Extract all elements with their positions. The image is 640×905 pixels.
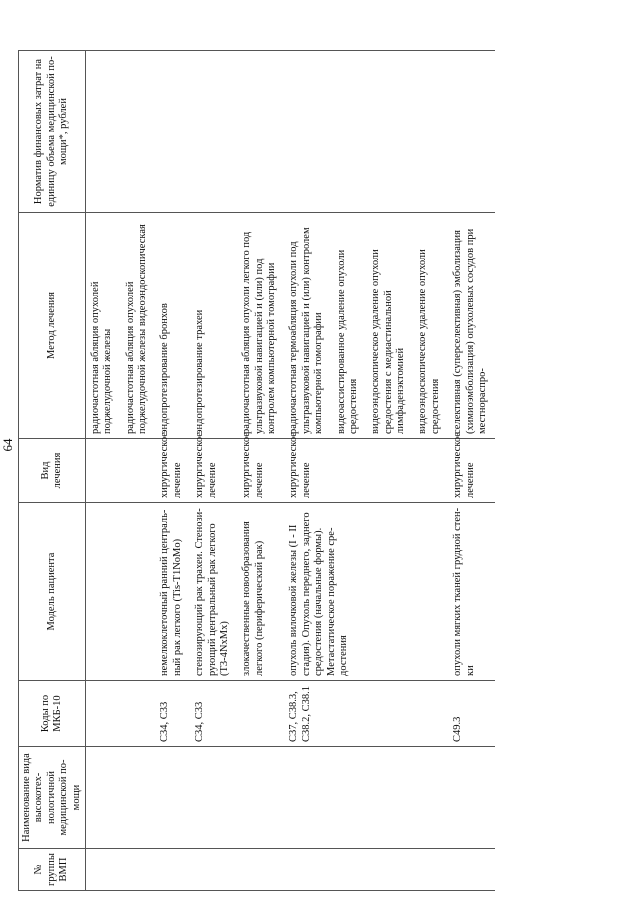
page-number: 64 (0, 438, 15, 452)
cell-norm (190, 51, 237, 213)
method-item: эндопротезирование бронхов (159, 303, 171, 434)
cell-type: хирургическое лечение (284, 439, 448, 503)
cell-codes (85, 681, 155, 747)
table-row (237, 51, 284, 891)
cell-model: немелкоклеточный ранний центральный рак легкого (Tis-T1NoMo) (155, 503, 190, 681)
cell-codes: C37, C38.3, C38.2, C38.1 (284, 681, 448, 747)
cell-model: опухоль вилочковой железы (I - II стадия). Опухоль переднего, заднего средостения (начальные формы). Метастатическое поражение средостения (284, 503, 448, 681)
cell-type: хирургическое лечение (448, 439, 495, 503)
header-codes: Коды по МКБ-10 (19, 681, 86, 747)
cell-model: стенозирующий рак трахеи. Стенозирующий центральный рак легкого (T3-4NxMx) (190, 503, 237, 681)
method-item: радиочастотная абляция опухолей поджелудочной железы (89, 281, 114, 434)
table-row (155, 51, 190, 891)
cell-norm (448, 51, 495, 213)
cell-type: хирургическое лечение (155, 439, 190, 503)
table-row (448, 51, 495, 891)
header-norm: Норматив финансовых затрат на единицу объема медицинской помощи*, рублей (19, 51, 86, 213)
cell-norm (284, 51, 448, 213)
table-row (190, 51, 237, 891)
header-type: Вид лечения (19, 439, 86, 503)
cell-group (190, 849, 237, 891)
cell-group (284, 849, 448, 891)
table-row (85, 51, 155, 891)
header-group: № группы ВМП (19, 849, 86, 891)
header-row (19, 51, 86, 891)
cell-method (155, 213, 190, 439)
cell-name (284, 747, 448, 849)
method-item: видеоэндоскопическое удаление опухоли средостения (417, 249, 441, 434)
cell-model: опухоли мягких тканей грудной стенки (448, 503, 495, 681)
cell-codes: C49.3 (448, 681, 495, 747)
method-item: селективная (суперселективная) эмболизация (химиоэмболизация) опухолевых сосудов при местнораспро- (452, 228, 488, 434)
cell-method (448, 213, 495, 439)
cell-norm (85, 51, 155, 213)
method-item: радиочастотная термоабляция опухоли под ультразвуковой навигацией и (или) контролем компьютерной томографии (288, 227, 325, 434)
cell-codes: C34, C33 (190, 681, 237, 747)
table-body (85, 51, 495, 891)
method-item: видеоэндоскопическое удаление опухоли средостения с медиастинальной лимфаденэктомией (370, 249, 406, 434)
cell-method (85, 213, 155, 439)
table-row (284, 51, 448, 891)
cell-method (284, 213, 448, 439)
cell-name (155, 747, 190, 849)
cell-type: хирургическое лечение (237, 439, 284, 503)
cell-group (155, 849, 190, 891)
cell-method (190, 213, 237, 439)
method-item: видеоассистированное удаление опухоли средостения (335, 249, 359, 434)
cell-model: злокачественные новообразования легкого (периферический рак) (237, 503, 284, 681)
cell-group (448, 849, 495, 891)
cell-method (237, 213, 284, 439)
header-method: Метод лечения (19, 213, 86, 439)
cell-group (237, 849, 284, 891)
cell-norm (237, 51, 284, 213)
header-name: Наименование вида высокотехнологичной медицинской помощи (19, 747, 86, 849)
cell-codes: C34, C33 (155, 681, 190, 747)
method-item: радиочастотная абляция опухоли легкого под ультразвуковой навигацией и (или) под контролем компьютерной томографии (241, 231, 277, 434)
method-item: радиочастотная абляция опухолей поджелудочной железы видеоэндоскопическая (124, 224, 148, 434)
cell-group (85, 849, 155, 891)
cell-type: хирургическое лечение (190, 439, 237, 503)
cell-name (237, 747, 284, 849)
method-item: эндопротезирование трахеи (194, 309, 206, 434)
header-model: Модель пациента (19, 503, 86, 681)
vmp-table (18, 50, 495, 891)
cell-norm (155, 51, 190, 213)
cell-name (190, 747, 237, 849)
cell-model (85, 503, 155, 681)
cell-type (85, 439, 155, 503)
cell-name (85, 747, 155, 849)
cell-codes (237, 681, 284, 747)
cell-name (448, 747, 495, 849)
